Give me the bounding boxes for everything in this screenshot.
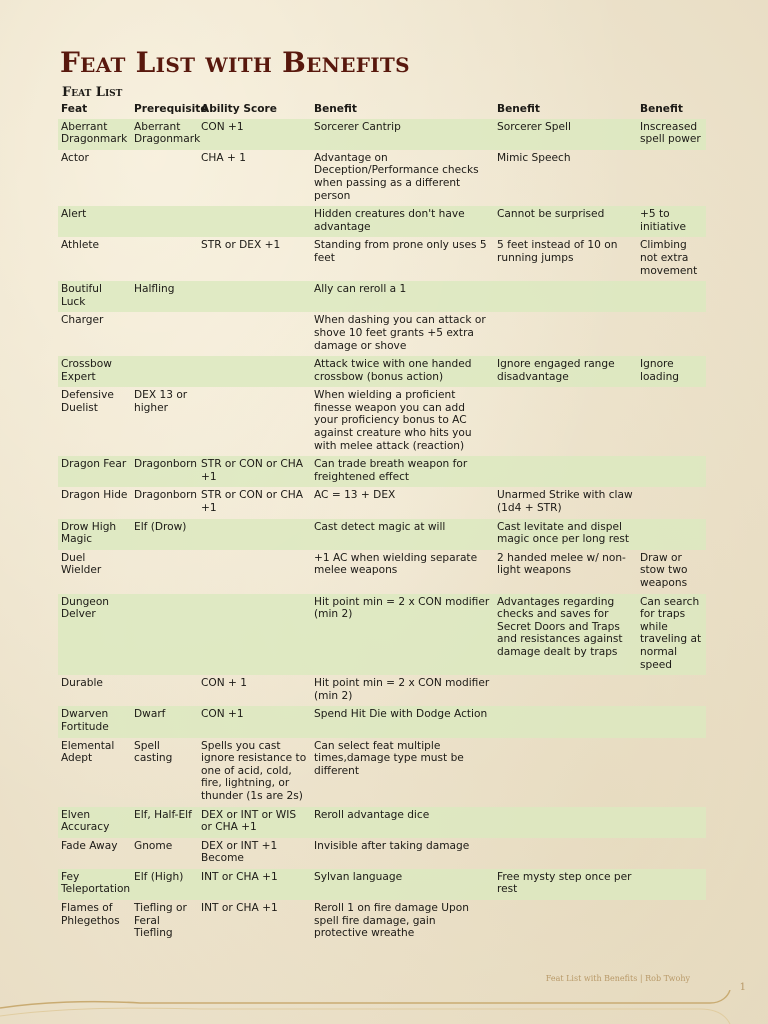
cell-benefit-3: +5 to initiative <box>637 206 706 237</box>
cell-benefit-3 <box>637 387 706 456</box>
cell-benefit-2 <box>494 312 637 356</box>
cell-feat: Duel Wielder <box>61 551 102 577</box>
cell-benefit-2 <box>494 675 637 706</box>
cell-ability-score: INT or CHA +1 <box>201 902 278 915</box>
cell-benefit-1: Sylvan language <box>311 869 494 900</box>
cell-prerequisite <box>131 237 198 281</box>
table-row <box>58 675 706 706</box>
cell-feat: Elemental Adept <box>61 739 115 765</box>
footer-text: Feat List with Benefits | Rob Twohy <box>545 974 690 983</box>
cell-prerequisite: Spell casting <box>134 739 173 765</box>
cell-ability-score <box>198 387 311 456</box>
cell-feat: Fey Teleportation <box>58 869 131 900</box>
cell-feat: Defensive Duelist <box>61 389 114 414</box>
cell-benefit-2: Cannot be surprised <box>494 206 637 237</box>
cell-benefit-3 <box>637 487 706 518</box>
cell-feat: Dungeon Delver <box>58 594 131 676</box>
cell-benefit-1: Hit point min = 2 x CON modifier (min 2) <box>314 677 490 702</box>
cell-prerequisite: Dragonborn <box>131 456 198 487</box>
cell-ability-score: Spells you cast ignore resistance to one of acid, cold, fire, lightning, or thunder (1s are 2s) <box>201 739 307 802</box>
cell-benefit-1: Invisible after taking damage <box>314 839 470 852</box>
cell-benefit-2 <box>494 706 637 737</box>
cell-ability-score <box>198 206 311 237</box>
cell-feat: Aberrant Dragonmark <box>58 119 131 150</box>
cell-benefit-2: Mimic Speech <box>497 151 571 164</box>
cell-ability-score: INT or CHA +1 <box>198 869 311 900</box>
table-row <box>58 706 706 737</box>
table-row <box>58 356 706 387</box>
cell-benefit-3: Climbing not extra movement <box>640 239 698 277</box>
table-row <box>58 869 706 900</box>
cell-benefit-3: Can search for traps while traveling at normal speed <box>637 594 706 676</box>
cell-benefit-3 <box>637 838 706 869</box>
cell-benefit-2 <box>494 281 637 312</box>
cell-benefit-1: Standing from prone only uses 5 feet <box>314 239 487 264</box>
cell-feat: Elven Accuracy <box>58 807 131 838</box>
cell-ability-score <box>198 550 311 594</box>
cell-benefit-1: Can trade breath weapon for freightened effect <box>311 456 494 487</box>
feat-table <box>58 102 706 944</box>
cell-ability-score: STR or DEX +1 <box>201 239 281 252</box>
cell-benefit-2: Sorcerer Spell <box>494 119 637 150</box>
cell-prerequisite <box>131 675 198 706</box>
cell-benefit-1: Spend Hit Die with Dodge Action <box>311 706 494 737</box>
cell-feat: Dwarven Fortitude <box>58 706 131 737</box>
cell-prerequisite: Elf, Half-Elf <box>131 807 198 838</box>
cell-benefit-2 <box>494 738 637 807</box>
cell-benefit-2: Cast levitate and dispel magic once per long rest <box>494 519 637 550</box>
cell-benefit-1: Cast detect magic at will <box>311 519 494 550</box>
cell-benefit-1: Sorcerer Cantrip <box>311 119 494 150</box>
cell-benefit-1: Hit point min = 2 x CON modifier (min 2) <box>311 594 494 676</box>
cell-prerequisite: DEX 13 or higher <box>134 389 188 414</box>
cell-prerequisite: Dwarf <box>131 706 198 737</box>
cell-prerequisite: Elf (Drow) <box>131 519 198 550</box>
cell-benefit-1: Ally can reroll a 1 <box>311 281 494 312</box>
table-row <box>58 594 706 676</box>
cell-benefit-3 <box>637 312 706 356</box>
table-row <box>58 807 706 838</box>
cell-benefit-2: Unarmed Strike with claw (1d4 + STR) <box>497 489 633 515</box>
cell-benefit-3 <box>637 900 706 944</box>
cell-benefit-3 <box>637 738 706 807</box>
cell-benefit-2 <box>494 807 637 838</box>
table-row <box>58 150 706 206</box>
table-row <box>58 281 706 312</box>
table-row <box>58 550 706 594</box>
cell-feat: Drow High Magic <box>58 519 131 550</box>
cell-ability-score: DEX or INT +1 Become <box>201 839 278 865</box>
header-benefit-2: Benefit <box>497 103 540 115</box>
cell-feat: Athlete <box>61 239 100 252</box>
cell-benefit-1: When dashing you can attack or shove 10 feet grants +5 extra damage or shove <box>314 314 486 352</box>
cell-feat: Boutiful Luck <box>58 281 131 312</box>
table-row <box>58 519 706 550</box>
cell-ability-score: DEX or INT or WIS or CHA +1 <box>198 807 311 838</box>
cell-feat: Actor <box>61 151 89 164</box>
cell-prerequisite: Dragonborn <box>134 489 198 502</box>
cell-feat: Dragon Hide <box>61 489 128 502</box>
cell-benefit-2 <box>494 387 637 456</box>
cell-benefit-1: AC = 13 + DEX <box>314 489 396 502</box>
cell-benefit-3 <box>637 281 706 312</box>
cell-benefit-2: 2 handed melee w/ non-light weapons <box>497 551 626 577</box>
page-number: 1 <box>739 982 746 993</box>
cell-benefit-3: Draw or stow two weapons <box>640 551 688 589</box>
cell-benefit-3 <box>637 807 706 838</box>
cell-ability-score <box>198 281 311 312</box>
cell-benefit-3: Inscreased spell power <box>637 119 706 150</box>
table-row <box>58 738 706 807</box>
cell-ability-score <box>198 519 311 550</box>
page-title: Feat List with Benefits <box>60 46 410 79</box>
header-prerequisite: Prerequisite <box>134 103 208 115</box>
cell-benefit-2: Ignore engaged range disadvantage <box>494 356 637 387</box>
cell-benefit-1: Hidden creatures don't have advantage <box>311 206 494 237</box>
cell-feat: Charger <box>61 314 104 327</box>
cell-ability-score <box>198 312 311 356</box>
cell-benefit-3 <box>637 869 706 900</box>
table-row <box>58 487 706 518</box>
cell-prerequisite <box>131 312 198 356</box>
cell-prerequisite <box>131 550 198 594</box>
cell-feat: Durable <box>61 677 103 690</box>
cell-benefit-1: Can select feat multiple times,damage type must be different <box>314 739 464 777</box>
header-benefit-3: Benefit <box>640 103 683 115</box>
cell-ability-score: CON +1 <box>198 119 311 150</box>
table-row <box>58 119 706 150</box>
cell-feat: Fade Away <box>61 839 118 852</box>
cell-benefit-3 <box>637 519 706 550</box>
cell-prerequisite <box>131 356 198 387</box>
cell-benefit-3 <box>637 706 706 737</box>
table-row <box>58 237 706 281</box>
cell-prerequisite <box>131 150 198 206</box>
cell-benefit-3 <box>637 675 706 706</box>
table-row <box>58 312 706 356</box>
table-row <box>58 838 706 869</box>
cell-ability-score: CON +1 <box>198 706 311 737</box>
cell-benefit-2 <box>494 900 637 944</box>
cell-benefit-1: Advantage on Deception/Performance checks when passing as a different person <box>314 151 479 202</box>
cell-benefit-1: Reroll 1 on fire damage Upon spell fire damage, gain protective wreathe <box>314 902 469 940</box>
cell-benefit-2 <box>494 838 637 869</box>
cell-benefit-1: Attack twice with one handed crossbow (bonus action) <box>311 356 494 387</box>
cell-prerequisite: Elf (High) <box>131 869 198 900</box>
cell-prerequisite <box>131 206 198 237</box>
cell-benefit-2: Advantages regarding checks and saves for Secret Doors and Traps and resistances against damage dealt by traps <box>494 594 637 676</box>
cell-ability-score <box>198 356 311 387</box>
cell-benefit-3: Ignore loading <box>637 356 706 387</box>
table-row <box>58 206 706 237</box>
cell-benefit-2: Free mysty step once per rest <box>494 869 637 900</box>
section-title: Feat List <box>62 85 123 100</box>
header-feat: Feat <box>61 103 88 115</box>
cell-feat: Flames of Phlegethos <box>61 902 120 927</box>
cell-prerequisite <box>131 594 198 676</box>
header-benefit-1: Benefit <box>314 103 357 115</box>
cell-feat: Crossbow Expert <box>58 356 131 387</box>
cell-ability-score: CON + 1 <box>201 677 248 690</box>
footer-ornament <box>0 990 768 1024</box>
cell-benefit-1: Reroll advantage dice <box>311 807 494 838</box>
cell-prerequisite: Tiefling or Feral Tiefling <box>134 902 187 940</box>
cell-prerequisite: Gnome <box>134 839 173 852</box>
cell-benefit-1: When wielding a proficient finesse weapon you can add your proficiency bonus to AC against creature who hits you with melee attack (reaction) <box>314 389 472 452</box>
cell-feat: Dragon Fear <box>58 456 131 487</box>
cell-ability-score <box>198 594 311 676</box>
cell-benefit-2: 5 feet instead of 10 on running jumps <box>497 239 618 264</box>
table-row <box>58 900 706 944</box>
header-ability-score: Ability Score <box>201 103 277 115</box>
cell-benefit-3 <box>637 456 706 487</box>
table-row <box>58 456 706 487</box>
cell-benefit-1: +1 AC when wielding separate melee weapons <box>314 551 478 577</box>
table-header-row <box>58 102 706 119</box>
cell-benefit-2 <box>494 456 637 487</box>
cell-benefit-3 <box>637 150 706 206</box>
cell-prerequisite: Halfling <box>131 281 198 312</box>
cell-feat: Alert <box>58 206 131 237</box>
cell-prerequisite: Aberrant Dragonmark <box>131 119 198 150</box>
cell-ability-score: CHA + 1 <box>201 151 246 164</box>
table-row <box>58 387 706 456</box>
cell-ability-score: STR or CON or CHA +1 <box>201 489 303 515</box>
cell-ability-score: STR or CON or CHA +1 <box>198 456 311 487</box>
